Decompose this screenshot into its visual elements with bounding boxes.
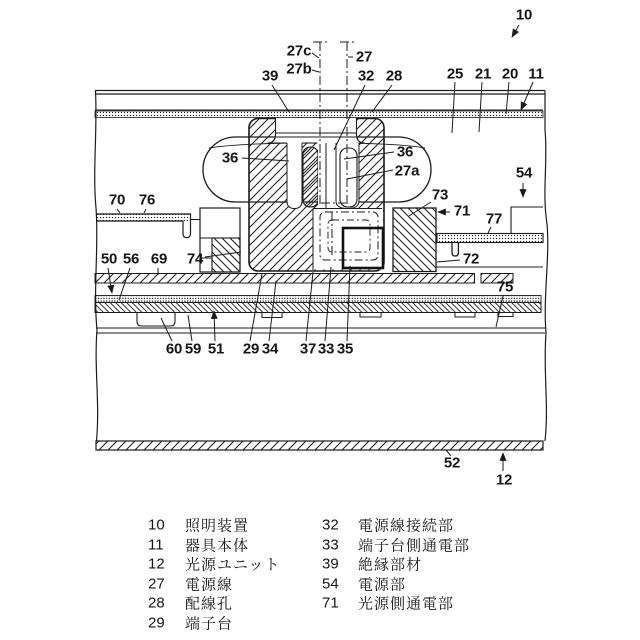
legend-name-10: 照明装置: [185, 517, 250, 535]
legend-num-71: 71: [322, 594, 339, 612]
ref-label-50-22: 50: [100, 250, 118, 268]
ref-label-32-5: 32: [357, 67, 375, 85]
insulation-sheet-stipple: [95, 111, 543, 118]
legend-name-32: 電源線接続部: [358, 517, 455, 535]
ref-label-60-26: 60: [165, 340, 183, 358]
leader-77: [488, 227, 491, 233]
ref-label-35-33: 35: [336, 340, 354, 358]
legend-name-54: 電源部: [358, 576, 407, 593]
legend-num-39: 39: [322, 555, 339, 573]
leader-21: [479, 82, 482, 132]
legend-name-11: 器具本体: [185, 537, 250, 554]
ref-label-11-10: 11: [528, 65, 544, 83]
mount-tab-small: [498, 313, 513, 317]
legend-num-12: 12: [148, 555, 165, 573]
legend-num-28: 28: [148, 594, 165, 612]
ref-label-52-34: 52: [443, 454, 461, 472]
legend-name-12: 光源ユニット: [185, 556, 281, 574]
leader-76: [144, 209, 146, 213]
ref-label-25-7: 25: [446, 65, 464, 83]
legend-num-33: 33: [322, 536, 339, 553]
left-bracket: [97, 214, 200, 238]
ref-label-29-29: 29: [242, 340, 260, 358]
leader-70: [117, 209, 120, 213]
legend-name-39: 絶縁部材: [358, 556, 423, 574]
power-compartment: [436, 207, 543, 267]
ref-label-28-6: 28: [385, 67, 403, 85]
ref-label-37-31: 37: [299, 340, 317, 358]
leader-10: [512, 25, 519, 37]
power-compartment-step: [511, 207, 543, 234]
bottom-cover-plate: [96, 441, 543, 450]
spacer-column: [200, 208, 240, 272]
ref-label-76-21: 76: [138, 191, 156, 209]
ref-label-56-23: 56: [122, 250, 140, 268]
ref-label-36-11: 36: [221, 149, 239, 167]
ref-label-72-18: 72: [462, 250, 480, 268]
ref-label-77-17: 77: [485, 210, 503, 228]
ref-label-75-19: 75: [496, 278, 514, 296]
right-bracket-hook: [452, 243, 458, 257]
ref-label-27-3: 27: [355, 48, 373, 66]
ref-label-36-12: 36: [396, 143, 414, 161]
left-break-edge: [95, 91, 98, 441]
legend-num-27: 27: [148, 575, 165, 592]
leader-72: [437, 260, 460, 262]
ref-label-27c-1: 27c: [286, 42, 312, 60]
contact-slot-left: [287, 143, 302, 209]
leader-25: [452, 82, 455, 133]
ref-label-34-30: 34: [261, 340, 279, 358]
legend-name-28: 配線孔: [185, 595, 234, 613]
leader-11: [521, 82, 533, 110]
ref-label-59-27: 59: [184, 340, 202, 358]
legend-name-33: 端子台側通電部: [358, 537, 471, 554]
legend-num-11: 11: [148, 536, 164, 553]
ref-label-70-20: 70: [108, 191, 126, 209]
legend-name-29: 端子台: [185, 615, 234, 632]
leader-52: [446, 450, 451, 456]
mount-tab-small: [455, 313, 475, 318]
ref-label-27b-2: 27b: [286, 60, 312, 78]
ref-label-12-35: 12: [495, 471, 513, 489]
connection-cavity: [313, 209, 383, 271]
legend-num-54: 54: [322, 575, 339, 592]
unit-top-lines: [96, 328, 545, 333]
wire-channel: [318, 143, 336, 209]
ref-label-10-0: 10: [515, 6, 533, 24]
ref-label-73-14: 73: [431, 186, 449, 204]
mount-tab-small: [360, 313, 381, 318]
ref-label-54-16: 54: [515, 164, 533, 182]
mount-plate-strips: [95, 274, 541, 327]
ref-label-39-4: 39: [261, 67, 279, 85]
ref-label-51-28: 51: [207, 340, 225, 358]
light-side-contact-block: [393, 208, 436, 272]
ref-label-20-9: 20: [501, 65, 519, 83]
ref-label-74-25: 74: [186, 250, 204, 268]
terminal-block: [249, 118, 384, 271]
mount-tab-large: [137, 313, 175, 327]
block-mouth: [268, 118, 365, 143]
ref-label-69-24: 69: [150, 250, 168, 268]
legend-num-10: 10: [148, 516, 165, 534]
leader-20: [506, 82, 509, 114]
legend-num-32: 32: [322, 516, 339, 534]
right-break-edge: [545, 130, 548, 441]
right-bracket-bar: [437, 234, 543, 243]
ref-label-71-15: 71: [453, 202, 471, 220]
legend-num-29: 29: [148, 614, 165, 631]
leader-27c: [312, 53, 319, 58]
mid-stipple-layer: [95, 296, 541, 303]
ref-label-21-8: 21: [474, 65, 492, 83]
leader-27b: [312, 70, 319, 72]
ref-label-27a-13: 27a: [394, 162, 420, 180]
leader-51: [214, 311, 215, 341]
contact-left: [303, 147, 318, 207]
legend-name-27: 電源線: [185, 576, 234, 593]
leader-28: [372, 85, 392, 112]
legend-name-71: 光源側通電部: [358, 595, 455, 613]
leader-39: [272, 85, 289, 112]
ref-label-33-32: 33: [317, 340, 335, 358]
